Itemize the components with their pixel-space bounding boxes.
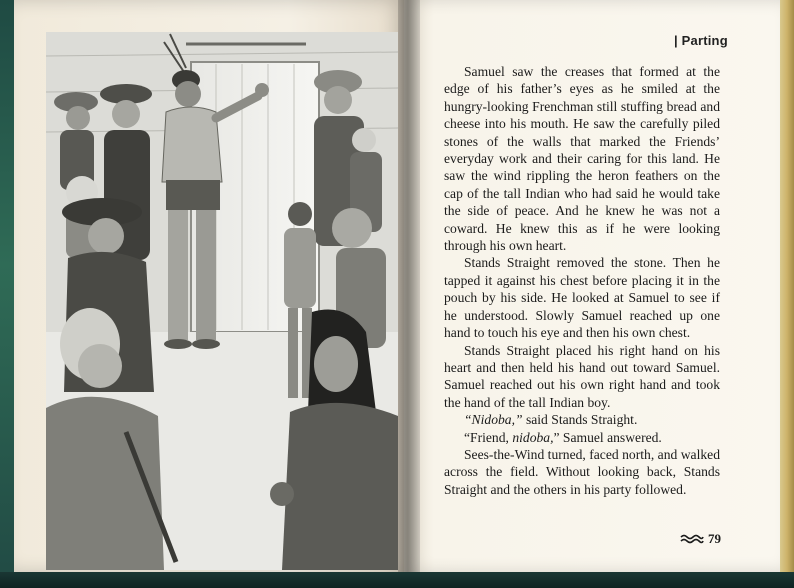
wave-ornament-icon (680, 533, 704, 545)
book-bottom-edge (0, 572, 794, 588)
page-number: 79 (708, 531, 721, 546)
friend-quote-word: nidoba, (512, 429, 554, 445)
running-head: | Parting (674, 33, 728, 48)
nidoba-attribution: said Stands Straight. (522, 412, 638, 428)
illustration-parting-scene (46, 32, 398, 570)
friend-quote-end: ” Samuel answered. (553, 429, 662, 445)
nidoba-quote: “Nidoba,” (464, 412, 523, 428)
body-text (444, 63, 720, 498)
paragraph-2: Stands Straight removed the stone. Then he tapped it against his chest before placing it in the pouch by his side. He looked at Samuel to see if he understood. Slowly Samuel reached up one hand to touch his eye and then his own chest. (444, 255, 720, 341)
book-gutter (398, 0, 420, 572)
page-edges (780, 0, 794, 588)
paragraph-5 (444, 429, 720, 446)
paragraph-3: Stands Straight placed his right hand on his heart and then held his hand out toward Samuel. Samuel reached out his own right hand and took the hand of the tall Indian boy. (444, 342, 720, 410)
illustration-drawing (46, 32, 398, 570)
friend-quote-start: “Friend, (464, 429, 513, 445)
paragraph-1: Samuel saw the creases that formed at the edge of his father’s eyes as he smiled at the hungry-looking Frenchman still stuffing bread and cheese into his mouth. He saw the carefully piled stones of the walls that marked the Friends’ everyday work and their caring for this land. He saw the wind rippling the heron feathers on the cap of the tall Indian who had said he would take the side of peace. And he knew he was not a coward. He knew this as if he were looking through his own heart. (444, 64, 720, 254)
paragraph-4 (444, 411, 720, 428)
paragraph-6: Sees-the-Wind turned, faced north, and walked across the field. Without looking back, Stands Straight and the others in his party followed. (444, 446, 720, 497)
page-footer (680, 530, 750, 548)
